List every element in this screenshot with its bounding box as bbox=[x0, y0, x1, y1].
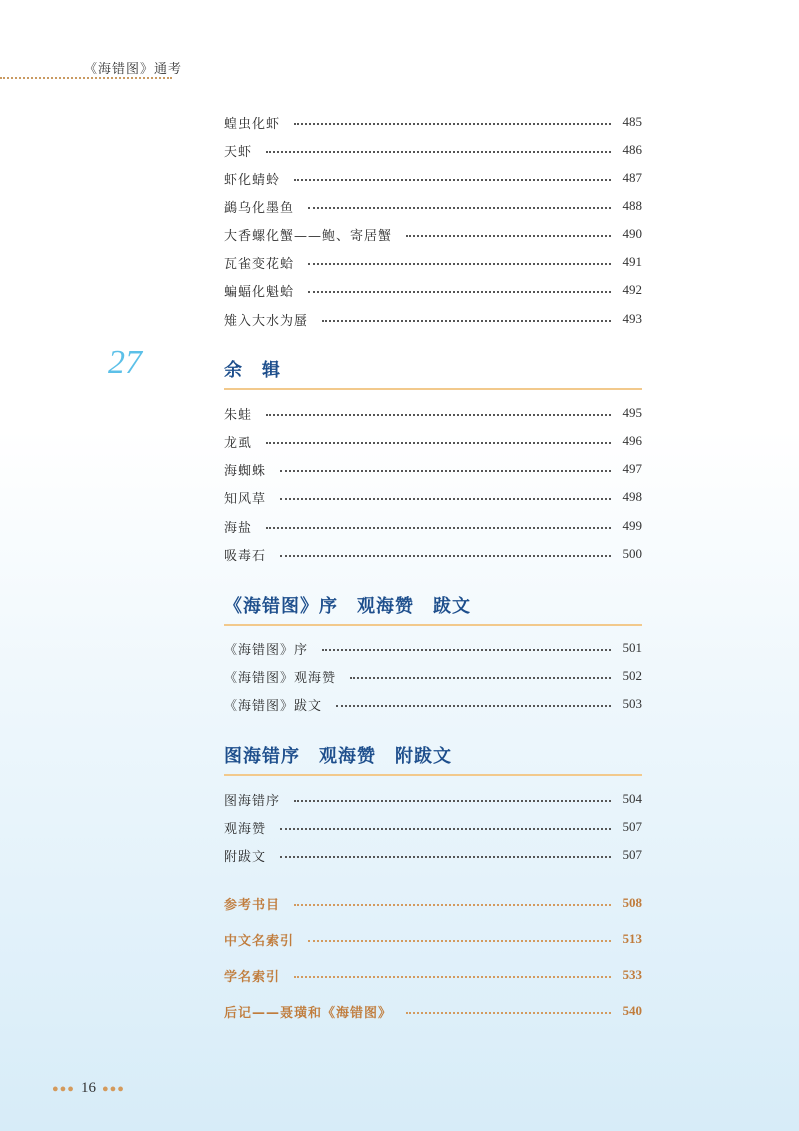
dot-leader bbox=[350, 677, 610, 679]
dot-leader bbox=[322, 649, 610, 651]
toc-entry[interactable] bbox=[224, 196, 642, 216]
toc-entry-title: 《海错图》观海赞 bbox=[224, 670, 337, 686]
toc-entry[interactable] bbox=[224, 431, 642, 451]
toc-entry[interactable] bbox=[224, 309, 642, 329]
toc-entry-title: 蝗虫化虾 bbox=[224, 116, 281, 132]
toc-entry-title: 参考书目 bbox=[224, 897, 281, 913]
toc-entry[interactable] bbox=[224, 516, 642, 536]
toc-entry[interactable] bbox=[224, 252, 642, 272]
toc-entry-title: 后记——聂璜和《海错图》 bbox=[224, 1005, 393, 1021]
toc-entry[interactable] bbox=[224, 845, 642, 865]
toc-entry-page: 504 bbox=[622, 791, 642, 806]
dot-leader bbox=[294, 179, 610, 181]
toc-entry-bibliography[interactable] bbox=[224, 893, 642, 913]
toc-entry[interactable] bbox=[224, 280, 642, 300]
dot-leader bbox=[266, 527, 610, 529]
dot-leader bbox=[406, 1012, 610, 1014]
dot-leader bbox=[308, 263, 610, 265]
dot-leader bbox=[308, 207, 610, 209]
toc-entry-title: 大香螺化蟹——鲍、寄居蟹 bbox=[224, 228, 393, 244]
page-folio bbox=[52, 1080, 125, 1097]
dot-leader bbox=[294, 800, 610, 802]
toc-entry-page: 485 bbox=[622, 114, 642, 129]
toc-entry[interactable] bbox=[224, 112, 642, 132]
running-head: 《海错图》通考 bbox=[84, 62, 183, 77]
toc-entry-scientific-index[interactable] bbox=[224, 965, 642, 985]
section-title[interactable]: 《海错图》序 观海赞 跋文 bbox=[224, 592, 642, 626]
dot-leader bbox=[308, 940, 610, 942]
toc-entry-page: 513 bbox=[622, 931, 642, 946]
toc-entry-page: 492 bbox=[622, 282, 642, 297]
header-rule bbox=[0, 77, 172, 79]
toc-entry-title: 图海错序 bbox=[224, 793, 281, 809]
toc-entry-title: 附跋文 bbox=[224, 849, 267, 865]
toc-entry[interactable] bbox=[224, 817, 642, 837]
toc-entry-page: 502 bbox=[622, 668, 642, 683]
dot-leader bbox=[294, 976, 610, 978]
dot-leader bbox=[294, 123, 610, 125]
toc-entry-title: 吸毒石 bbox=[224, 548, 267, 564]
chapter-title[interactable]: 余 辑 bbox=[224, 356, 642, 390]
toc-entry-page: 507 bbox=[622, 847, 642, 862]
toc-entry-title: 海盐 bbox=[224, 520, 253, 536]
toc-entry[interactable] bbox=[224, 224, 642, 244]
toc-entry-title: 观海赞 bbox=[224, 821, 267, 837]
toc-entry[interactable] bbox=[224, 487, 642, 507]
toc-entry-title: 《海错图》跋文 bbox=[224, 698, 323, 714]
toc-entry-page: 497 bbox=[622, 461, 642, 476]
toc-entry-title: 蝙蝠化魁蛤 bbox=[224, 284, 295, 300]
toc-entry-title: 雉入大水为蜃 bbox=[224, 313, 309, 329]
toc-entry-chinese-index[interactable] bbox=[224, 929, 642, 949]
toc-entry-page: 490 bbox=[622, 226, 642, 241]
toc-entry-page: 499 bbox=[622, 518, 642, 533]
toc-entry-title: 虾化蜻蛉 bbox=[224, 172, 281, 188]
toc-entry-title: 学名索引 bbox=[224, 969, 281, 985]
toc-entry-page: 491 bbox=[622, 254, 642, 269]
toc-entry-page: 533 bbox=[622, 967, 642, 982]
dot-leader bbox=[280, 828, 610, 830]
toc-entry-title: 中文名索引 bbox=[224, 933, 295, 949]
toc-entry[interactable] bbox=[224, 403, 642, 423]
toc-entry-page: 488 bbox=[622, 198, 642, 213]
toc-entry-title: 瓦雀变花蛤 bbox=[224, 256, 295, 272]
toc-entry[interactable] bbox=[224, 638, 642, 658]
dot-leader bbox=[266, 442, 610, 444]
dot-leader bbox=[406, 235, 610, 237]
toc-entry[interactable] bbox=[224, 140, 642, 160]
dot-leader bbox=[266, 414, 610, 416]
toc-entry-title: 知风草 bbox=[224, 491, 267, 507]
dot-leader bbox=[280, 470, 610, 472]
toc-entry-page: 503 bbox=[622, 696, 642, 711]
dot-leader bbox=[280, 555, 610, 557]
toc-entry[interactable] bbox=[224, 789, 642, 809]
toc-entry-page: 496 bbox=[622, 433, 642, 448]
dot-leader bbox=[280, 856, 610, 858]
toc-entry-page: 540 bbox=[622, 1003, 642, 1018]
toc-entry-page: 486 bbox=[622, 142, 642, 157]
toc-entry-page: 495 bbox=[622, 405, 642, 420]
section-title[interactable]: 图海错序 观海赞 附跋文 bbox=[224, 742, 642, 776]
dot-leader bbox=[308, 291, 610, 293]
toc-entry-title: 朱蛙 bbox=[224, 407, 253, 423]
toc-entry-title: 天虾 bbox=[224, 144, 253, 160]
toc-entry-page: 487 bbox=[622, 170, 642, 185]
toc-entry-page: 508 bbox=[622, 895, 642, 910]
folio-ornament-right: ●●● bbox=[101, 1082, 125, 1095]
toc-entry-page: 493 bbox=[622, 311, 642, 326]
toc-entry-title: 海蜘蛛 bbox=[224, 463, 267, 479]
dot-leader bbox=[266, 151, 610, 153]
toc-entry[interactable] bbox=[224, 459, 642, 479]
toc-entry[interactable] bbox=[224, 544, 642, 564]
toc-entry-title: 龙虱 bbox=[224, 435, 253, 451]
toc-entry-title: 鷁乌化墨鱼 bbox=[224, 200, 295, 216]
toc-entry-page: 500 bbox=[622, 546, 642, 561]
toc-entry-title: 《海错图》序 bbox=[224, 642, 309, 658]
dot-leader bbox=[336, 705, 610, 707]
chapter-number: 27 bbox=[108, 344, 142, 381]
toc-entry[interactable] bbox=[224, 168, 642, 188]
toc-entry-afterword[interactable] bbox=[224, 1001, 642, 1021]
page-number: 16 bbox=[80, 1080, 96, 1096]
toc-entry-page: 507 bbox=[622, 819, 642, 834]
dot-leader bbox=[280, 498, 610, 500]
toc-entry-page: 501 bbox=[622, 640, 642, 655]
folio-ornament-left: ●●● bbox=[52, 1082, 75, 1095]
dot-leader bbox=[294, 904, 610, 906]
toc-entry[interactable] bbox=[224, 666, 642, 686]
dot-leader bbox=[322, 320, 610, 322]
toc-entry-page: 498 bbox=[622, 489, 642, 504]
toc-entry[interactable] bbox=[224, 694, 642, 714]
